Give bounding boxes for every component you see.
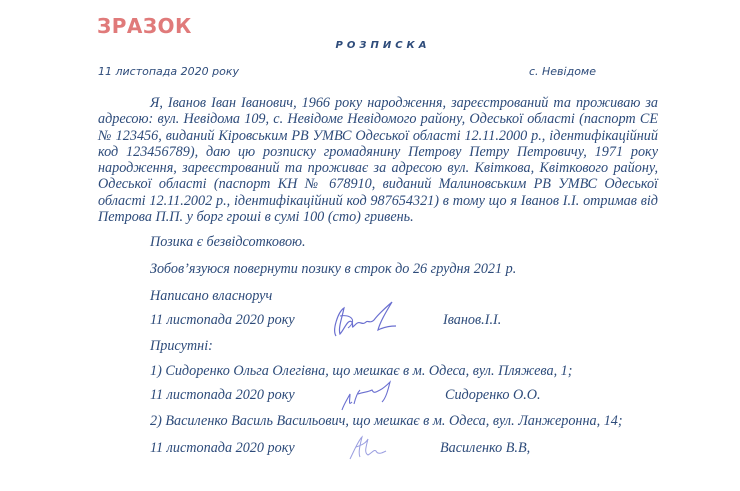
header-row: [98, 65, 596, 78]
borrower-date: 11 листопада 2020 року: [150, 312, 295, 328]
document-title: РОЗПИСКА: [335, 40, 431, 51]
witness-1-line: 1) Сидоренко Ольга Олегівна, що мешкає в м. Одеса, вул. Пляжева, 1;: [150, 363, 573, 379]
witness-2-line: 2) Василенко Василь Васильович, що мешкає в м. Одеса, вул. Ланжеронна, 14;: [150, 413, 623, 429]
header-date: 11 листопада 2020 року: [98, 65, 239, 78]
header-place: с. Невідоме: [528, 65, 596, 78]
witness-1-date: 11 листопада 2020 року: [150, 387, 295, 403]
main-paragraph: [98, 95, 658, 225]
interest-free-line: Позика є безвідсотковою.: [150, 234, 306, 250]
repay-line: Зобов’язуюся повернути позику в строк до 26 грудня 2021 р.: [150, 261, 517, 277]
handwritten-line: Написано власноруч: [150, 288, 273, 304]
watermark-label: ЗРАЗОК: [97, 14, 192, 38]
borrower-name: Іванов.І.І.: [443, 312, 502, 328]
witness-1-name: Сидоренко О.О.: [445, 387, 541, 403]
witness-2-name: Василенко В.В,: [440, 440, 531, 456]
borrower-signature-icon: [330, 300, 400, 342]
witness-1-signature-icon: [338, 380, 398, 414]
witness-2-date: 11 листопада 2020 року: [150, 440, 295, 456]
present-label: Присутні:: [150, 338, 213, 354]
main-paragraph-text: Я, Іванов Іван Іванович, 1966 року народження, зареєстрований та проживаю за адресою: вул. Невідома 109, с. Невідоме Невідомого району, Одеської області (паспорт СЕ № 123456, виданий Кіровським РВ УМВС Одеської області 12.11.2000 р., ідентифікаційний код 123456789), даю цю розписку громадянину Петрову Петру Петровичу, 1971 року народження, зареєстрований та проживає за адресою вул. Квіткова, Квіткового району, Одеської області (паспорт КН № 678910, виданий Малиновським РВ УМВС Одеської області 12.11.2002 р., ідентифікаційний код 987654321) в тому що я Іванов І.І. отримав від Петрова П.П. у борг гроші в сумі 100 (сто) гривень.: [98, 95, 658, 226]
witness-2-signature-icon: [346, 433, 396, 463]
